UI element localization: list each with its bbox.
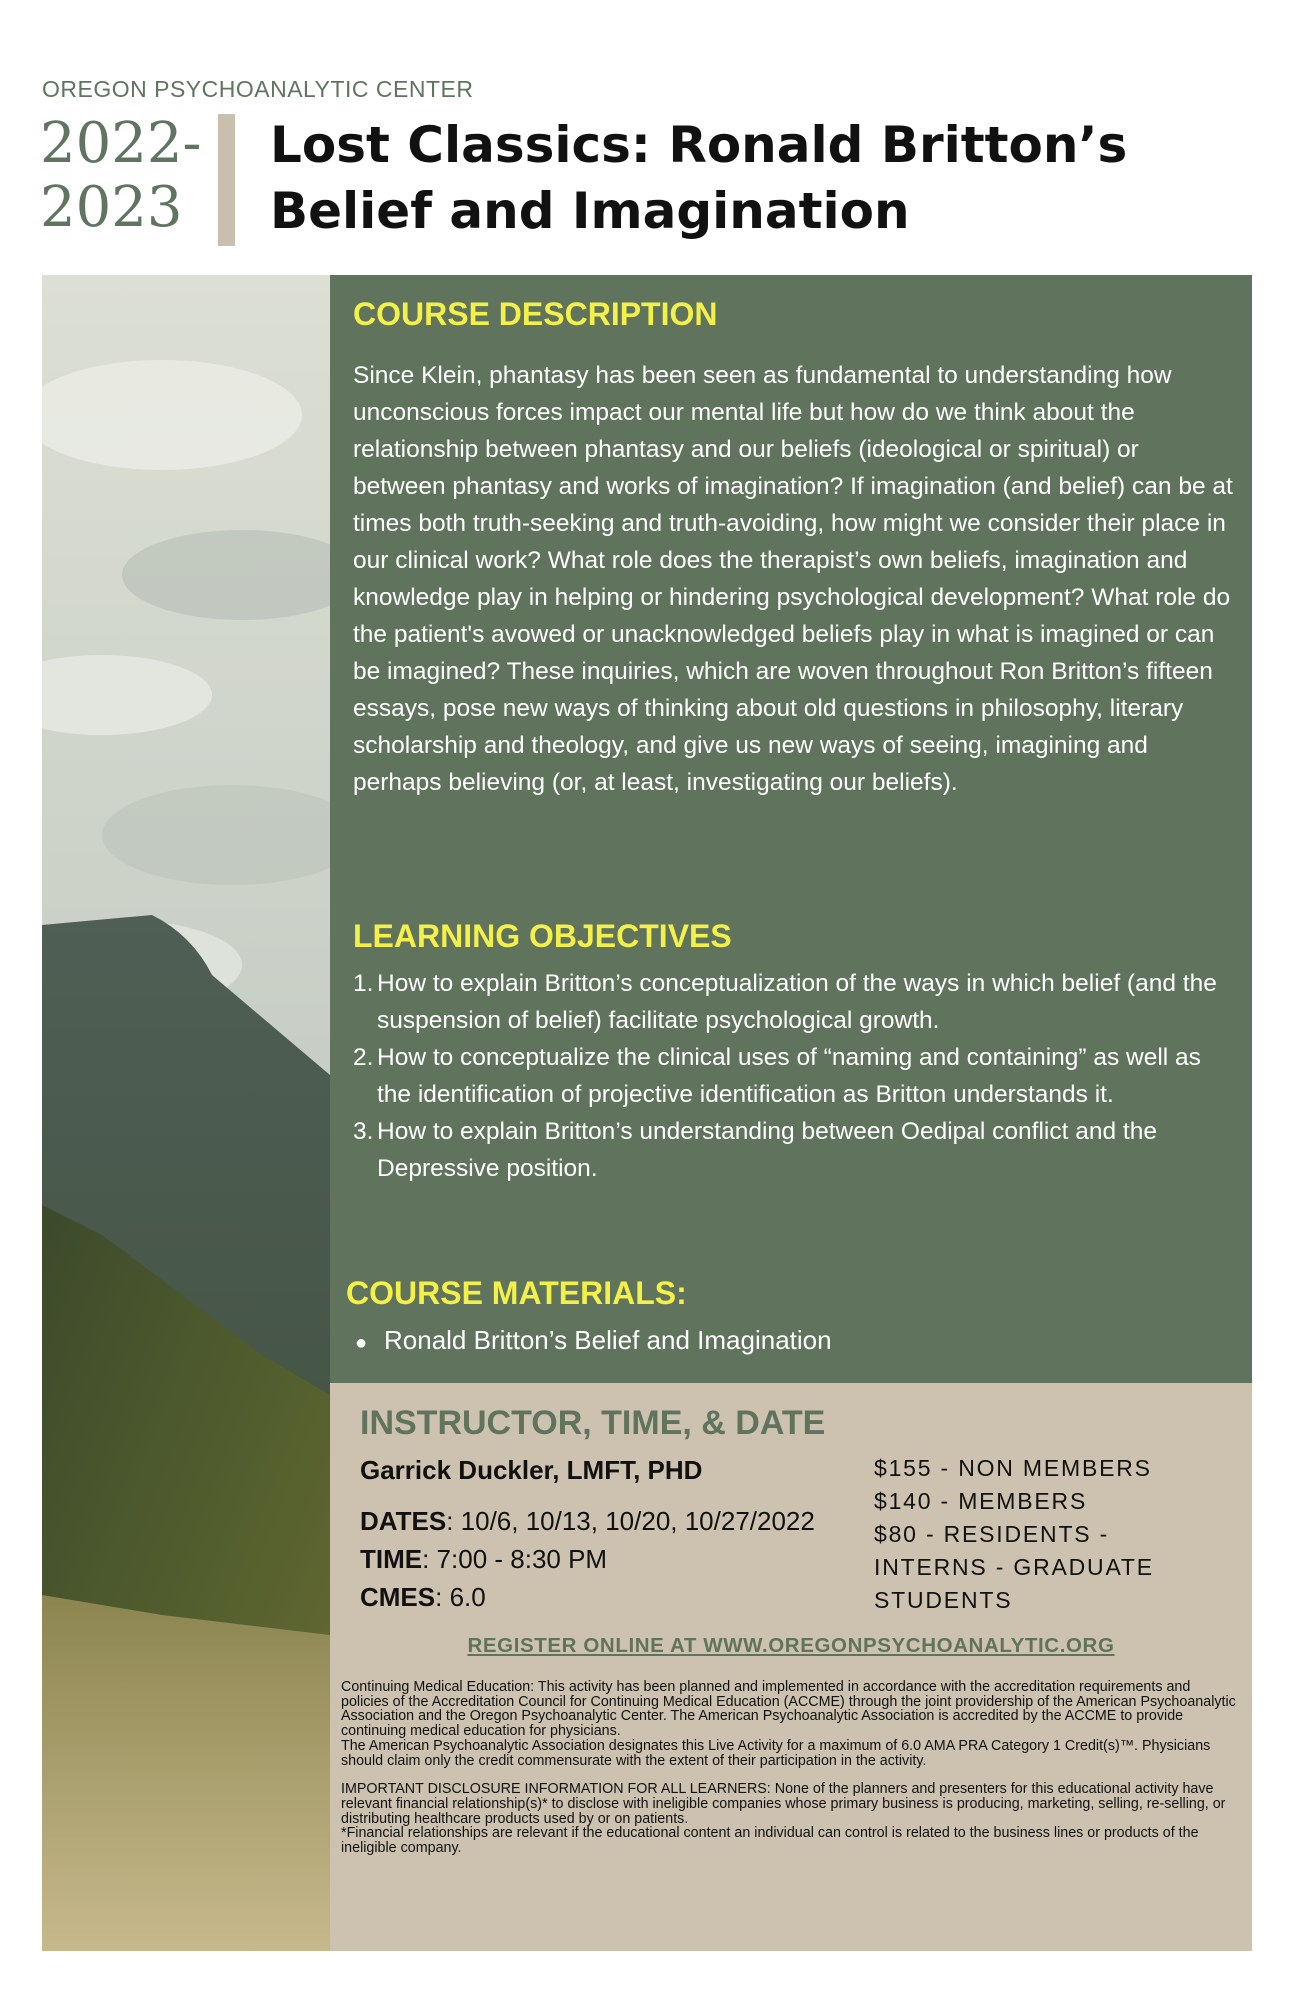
course-description-heading: COURSE DESCRIPTION [353,296,718,332]
learning-objectives-list [353,965,1233,1187]
item-text: How to explain Britton’s conceptualization of the ways in which belief (and the suspension of belief) facilitate psychological growth. [377,970,1217,1034]
learning-objectives-heading: LEARNING OBJECTIVES [353,918,732,954]
header-divider [218,114,235,246]
year-range [40,112,220,240]
cme-statement: Continuing Medical Education: This activity has been planned and implemented in accordance with the accreditation requirements and policies of the Accreditation Council for Continuing Medical Education (ACCME) through the joint providership of the American Psychoanalytic Association and the Oregon Psychoanalytic Center. The American Psychoanalytic Association is accredited by the ACCME to provide continuing medical education for physicians. The American Psychoanalytic Association designates this Live Activity for a maximum of 6.0 AMA PRA Category 1 Credit(s)™. Physicians should claim only the credit commensurate with the extent of their participation in the activity. [341,1679,1236,1769]
list-item [353,1113,1217,1187]
instructor-name: Garrick Duckler, LMFT, PHD [360,1455,703,1485]
page-title: Lost Classics: Ronald Britton’s Belief and Imagination [270,116,1128,240]
dates-value: : 10/6, 10/13, 10/20, 10/27/2022 [446,1506,815,1536]
disclosure-footnote: *Financial relationships are relevant if the educational content an individual can control is related to the business lines or products of the ineligible company. [341,1825,1199,1857]
landscape-photo [42,275,330,1951]
designation-statement: The American Psychoanalytic Association designates this Live Activity for a maximum of 6.0 AMA PRA Category 1 Credit(s)™. Physicians should claim only the credit commensurate with the extent of their participation in the activity. [341,1737,1211,1769]
price-list [874,1452,1204,1617]
item-number: 2. [353,1044,374,1071]
dates-row [360,1502,815,1540]
price-item: $155 - NON MEMBERS [874,1455,1152,1481]
price-item: $140 - MEMBERS [874,1488,1088,1514]
dates-label: DATES [360,1506,447,1536]
time-label: TIME [360,1544,423,1574]
register-link[interactable]: REGISTER ONLINE AT WWW.OREGONPSYCHOANALYTIC.ORG [467,1634,1115,1657]
org-name: OREGON PSYCHOANALYTIC CENTER [42,76,474,102]
year-end: 2023 [40,175,183,240]
course-materials-list [338,1322,1218,1361]
schedule-details [360,1502,815,1616]
course-description-text: Since Klein, phantasy has been seen as fundamental to understanding how unconscious forces impact our mental life but how do we think about the relationship between phantasy and our beliefs (ideological or spiritual) or between phantasy and works of imagination? If imagination (and belief) can be at times both truth-seeking and truth-avoiding, how might we consider their place in our clinical work? What role does the therapist’s own beliefs, imagination and knowledge play in helping or hindering psychological development? What role do the patient's avowed or unacknowledged beliefs play in what is imagined or can be imagined? These inquiries, which are woven throughout Ron Britton’s fifteen essays, pose new ways of thinking about old questions in philosophy, literary scholarship and theology, and give us new ways of seeing, imagining and perhaps believing (or, at least, investigating our beliefs). [353,362,1233,796]
disclosure-statement: IMPORTANT DISCLOSURE INFORMATION FOR ALL LEARNERS: None of the planners and presenters for this educational activity have relevant financial relationship(s)* to disclose with ineligible companies whose primary business is producing, marketing, selling, re-selling, or distributing healthcare products used by or on patients. *Financial relationships are relevant if the educational content an individual can control is related to the business lines or products of the ineligible company. [341,1781,1226,1857]
item-text: How to explain Britton’s understanding between Oedipal conflict and the Depressive position. [377,1118,1157,1182]
cmes-label: CMES [360,1582,436,1612]
instructor-section-heading: INSTRUCTOR, TIME, & DATE [360,1404,826,1442]
bullet-icon: ● [354,1332,368,1354]
fine-print [341,1680,1237,1856]
price-item: $80 - RESIDENTS - INTERNS - GRADUATE STUDENTS [874,1521,1154,1613]
time-value: : 7:00 - 8:30 PM [422,1544,608,1574]
cmes-value: : 6.0 [435,1582,486,1612]
course-materials-heading: COURSE MATERIALS: [346,1275,687,1311]
list-item [353,965,1217,1039]
item-text: How to conceptualize the clinical uses of “naming and containing” as well as the identification of projective identification as Britton understands it. [377,1044,1201,1108]
year-start: 2022- [40,111,202,176]
list-item [353,1039,1217,1113]
list-item: Ronald Britton’s Belief and Imagination [384,1325,832,1355]
item-number: 1. [353,970,374,997]
item-number: 3. [353,1118,374,1145]
cmes-row [360,1578,815,1616]
time-row [360,1540,815,1578]
